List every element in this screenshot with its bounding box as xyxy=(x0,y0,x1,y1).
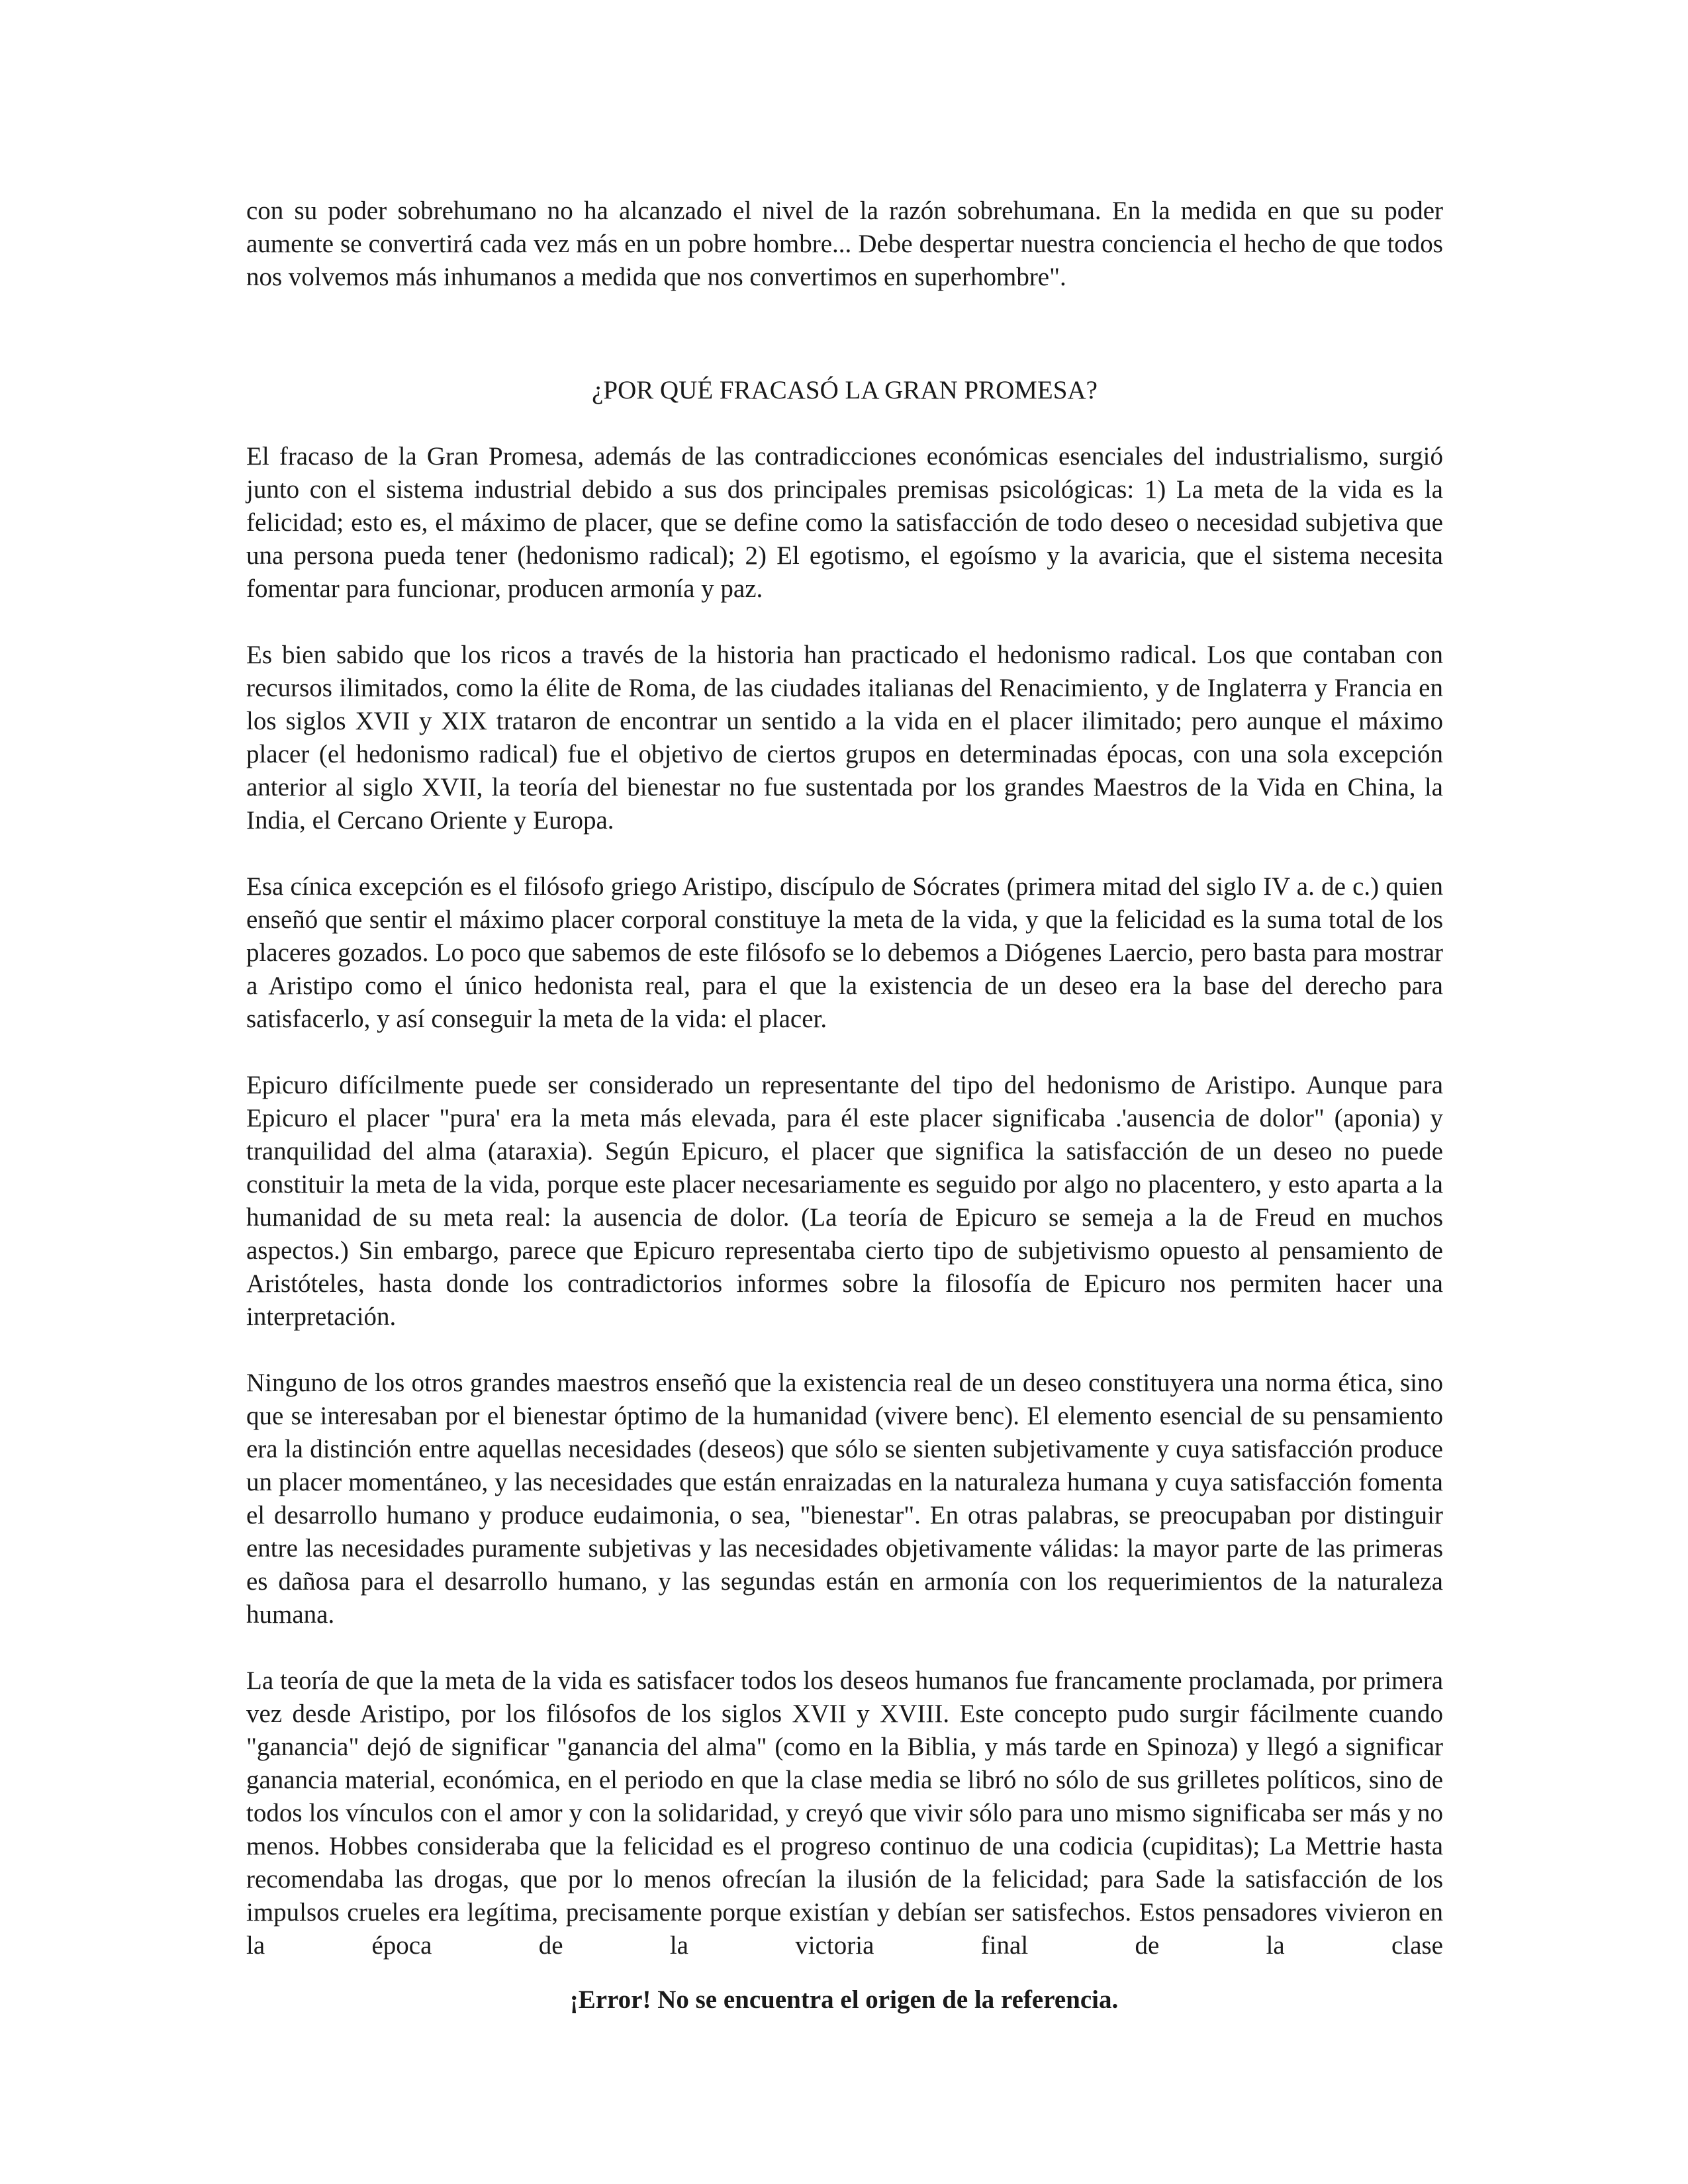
body-text xyxy=(246,195,1443,1995)
opening-paragraph: con su poder sobrehumano no ha alcanzado el nivel de la razón sobrehumana. En la medida en que su poder aumente se convertirá cada vez más en un pobre hombre... Debe despertar nuestra conciencia el hecho de que todos nos volvemos más inhumanos a medida que nos convertimos en superhombre". xyxy=(246,197,1443,291)
section-heading: ¿POR QUÉ FRACASÓ LA GRAN PROMESA? xyxy=(592,376,1098,404)
paragraph-grandes-maestros: Ninguno de los otros grandes maestros enseñó que la existencia real de un deseo constituyera una norma ética, sino que se interesaban por el bienestar óptimo de la humanidad (vivere benc). El elemento esencial de su pensamiento era la distinción entre aquellas necesidades (deseos) que sólo se sienten subjetivamente y cuya satisfacción produce un placer momentáneo, y las necesidades que están enraizadas en la naturaleza humana y cuya satisfacción fomenta el desarrollo humano y produce eudaimonia, o sea, "bienestar". En otras palabras, se preocupaban por distinguir entre las necesidades puramente subjetivas y las necesidades objetivamente válidas: la mayor parte de las primeras es dañosa para el desarrollo humano, y las segundas están en armonía con los requerimientos de la naturaleza humana. xyxy=(246,1369,1443,1629)
footer-error-reference: ¡Error! No se encuentra el origen de la referencia. xyxy=(569,1985,1119,2014)
paragraph-gran-promesa: El fracaso de la Gran Promesa, además de las contradicciones económicas esenciales del industrialismo, surgió junto con el sistema industrial debido a sus dos principales premisas psicológicas: 1) La meta de la vida es la felicidad; esto es, el máximo de placer, que se define como la satisfacción de todo deseo o necesidad subjetiva que una persona pueda tener (hedonismo radical); 2) El egotismo, el egoísmo y la avaricia, que el sistema necesita fomentar para funcionar, producen armonía y paz. xyxy=(246,442,1443,603)
paragraph-epicuro: Epicuro difícilmente puede ser considerado un representante del tipo del hedonismo de Aristipo. Aunque para Epicuro el placer "pura' era la meta más elevada, para él este placer significaba .'ausencia de dolor" (aponia) y tranquilidad del alma (ataraxia). Según Epicuro, el placer que significa la satisfacción de un deseo no puede constituir la meta de la vida, porque este placer necesariamente es seguido por algo no placentero, y esto aparta a la humanidad de su meta real: la ausencia de dolor. (La teoría de Epicuro se semeja a la de Freud en muchos aspectos.) Sin embargo, parece que Epicuro representaba cierto tipo de subjetivismo opuesto al pensamiento de Aristóteles, hasta donde los contradictorios informes sobre la filosofía de Epicuro nos permiten hacer una interpretación. xyxy=(246,1071,1443,1331)
paragraph-aristipo: Esa cínica excepción es el filósofo griego Aristipo, discípulo de Sócrates (primera mitad del siglo IV a. de c.) quien enseñó que sentir el máximo placer corporal constituye la meta de la vida, y que la felicidad es la suma total de los placeres gozados. Lo poco que sabemos de este filósofo se lo debemos a Diógenes Laercio, pero basta para mostrar a Aristipo como el único hedonista real, para el que la existencia de un deseo era la base del derecho para satisfacerlo, y así conseguir la meta de la vida: el placer. xyxy=(246,872,1443,1033)
paragraph-siglos-xvii-xviii: La teoría de que la meta de la vida es satisfacer todos los deseos humanos fue francamente proclamada, por primera vez desde Aristipo, por los filósofos de los siglos XVII y XVIII. Este concepto pudo surgir fácilmente cuando "ganancia" dejó de significar "ganancia del alma" (como en la Biblia, y más tarde en Spinoza) y llegó a significar ganancia material, económica, en el periodo en que la clase media se libró no sólo de sus grilletes políticos, sino de todos los vínculos con el amor y con la solidaridad, y creyó que vivir sólo para uno mismo significaba ser más y no menos. Hobbes consideraba que la felicidad es el progreso continuo de una codicia (cupiditas); La Mettrie hasta recomendaba las drogas, que por lo menos ofrecían la ilusión de la felicidad; para Sade la satisfacción de los impulsos crueles era legítima, precisamente porque existían y debían ser satisfechos. Estos pensadores vivieron en la época de la victoria final de la clase xyxy=(246,1666,1443,1960)
paragraph-hedonismo-radical: Es bien sabido que los ricos a través de la historia han practicado el hedonismo radical. Los que contaban con recursos ilimitados, como la élite de Roma, de las ciudades italianas del Renacimiento, y de Inglaterra y Francia en los siglos XVII y XIX trataron de encontrar un sentido a la vida en el placer ilimitado; pero aunque el máximo placer (el hedonismo radical) fue el objetivo de ciertos grupos en determinadas épocas, con una sola excepción anterior al siglo XVII, la teoría del bienestar no fue sustentada por los grandes Maestros de la Vida en China, la India, el Cercano Oriente y Europa. xyxy=(246,641,1443,835)
